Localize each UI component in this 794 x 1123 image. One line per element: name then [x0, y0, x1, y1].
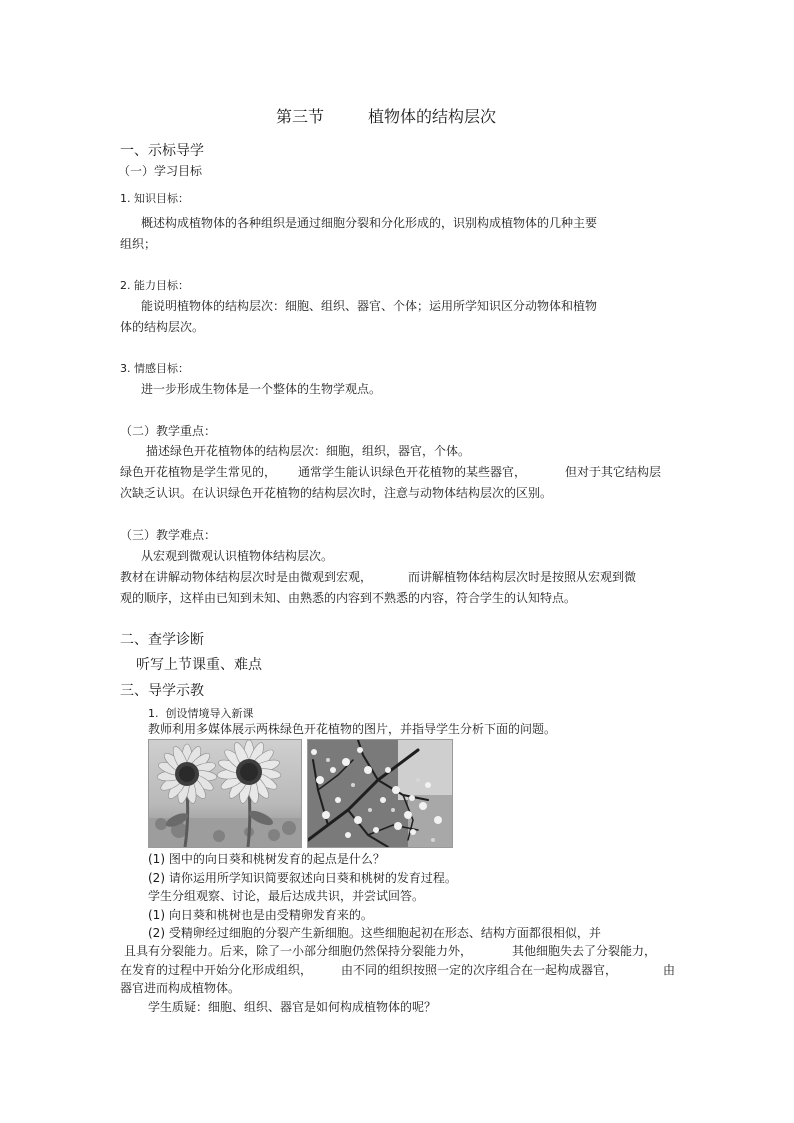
difficulty-text: 从宏观到微观认识植物体结构层次。 — [141, 549, 334, 563]
student-question: 学生质疑：细胞、组织、器官是如何构成植物体的呢？ — [148, 1000, 437, 1014]
difficulty-text-3: 观的顺序，这样由已知到未知、由熟悉的内容到不熟悉的内容，符合学生的认知特点。 — [120, 591, 577, 605]
sunflower-photo — [148, 739, 302, 848]
answer-2-line2b: 其他细胞失去了分裂能力， — [512, 944, 657, 958]
ability-goal-text-cont: 体的结构层次。 — [120, 320, 205, 334]
key-points-text-3: 次缺乏认识。在认识绿色开花植物的结构层次时，注意与动物体结构层次的区别。 — [120, 486, 553, 500]
answer-2-line4: 器官进而构成植物体。 — [120, 981, 241, 995]
answer-2: (2) 受精卵经过细胞的分裂产生新细胞。这些细胞起初在形态、结构方面都很相似，并 — [148, 926, 601, 940]
question-2: (2) 请你运用所学知识简要叙述向日葵和桃树的发育过程。 — [148, 871, 457, 885]
emotion-goal-label: 3. 情感目标： — [120, 362, 189, 375]
knowledge-goal-text-cont: 组织； — [120, 237, 157, 251]
answer-2-line3a: 在发育的过程中开始分化形成组织， — [120, 963, 313, 977]
ability-goal-label: 2. 能力目标： — [120, 279, 189, 292]
key-points-text-2c: 但对于其它结构层 — [565, 465, 662, 479]
difficulty-text-2a: 教材在讲解动物体结构层次时是由微观到宏观， — [120, 570, 373, 584]
key-points-heading: （二）教学重点： — [120, 424, 217, 438]
page-title: 植物体的结构层次 — [368, 107, 497, 126]
part2-heading: 二、查学诊断 — [120, 632, 204, 648]
key-points-text-2b: 通常学生能认识绿色开花植物的某些器官， — [298, 465, 527, 479]
part3-heading: 三、导学示教 — [120, 683, 204, 699]
key-points-text: 描述绿色开花植物体的结构层次：细胞，组织，器官，个体。 — [146, 444, 471, 458]
step1-heading: 1. 创设情境导入新课 — [148, 707, 254, 720]
part1-heading: 一、示标导学 — [120, 143, 204, 159]
section-number: 第三节 — [276, 107, 325, 126]
knowledge-goal-label: 1. 知识目标： — [120, 192, 189, 205]
question-1: (1) 图中的向日葵和桃树发育的起点是什么？ — [148, 852, 385, 866]
difficulty-heading: （三）教学难点： — [120, 528, 217, 542]
answer-2-line3b: 由不同的组织按照一定的次序组合在一起构成器官， — [341, 963, 618, 977]
answer-2-line2a: 且具有分裂能力。后来，除了一小部分细胞仍然保持分裂能力外， — [124, 944, 473, 958]
emotion-goal-text: 进一步形成生物体是一个整体的生物学观点。 — [141, 382, 382, 396]
intro-text: 教师利用多媒体展示两株绿色开花植物的图片，并指导学生分析下面的问题。 — [148, 722, 557, 736]
learning-goals-heading: （一）学习目标 — [118, 164, 203, 178]
key-points-text-2a: 绿色开花植物是学生常见的， — [120, 465, 277, 479]
peach-blossom-photo — [307, 739, 453, 848]
ability-goal-text: 能说明植物体的结构层次：细胞、组织、器官、个体；运用所学知识区分动物体和植物 — [141, 299, 598, 313]
dictation-text: 听写上节课重、难点 — [136, 657, 262, 673]
knowledge-goal-text: 概述构成植物体的各种组织是通过细胞分裂和分化形成的，识别构成植物体的几种主要 — [141, 216, 598, 230]
difficulty-text-2b: 而讲解植物体结构层次时是按照从宏观到微 — [408, 570, 637, 584]
answer-2-line3c: 由 — [663, 963, 676, 977]
answer-1: (1) 向日葵和桃树也是由受精卵发育来的。 — [148, 908, 373, 922]
discussion-text: 学生分组观察、讨论，最后达成共识，并尝试回答。 — [148, 889, 425, 903]
